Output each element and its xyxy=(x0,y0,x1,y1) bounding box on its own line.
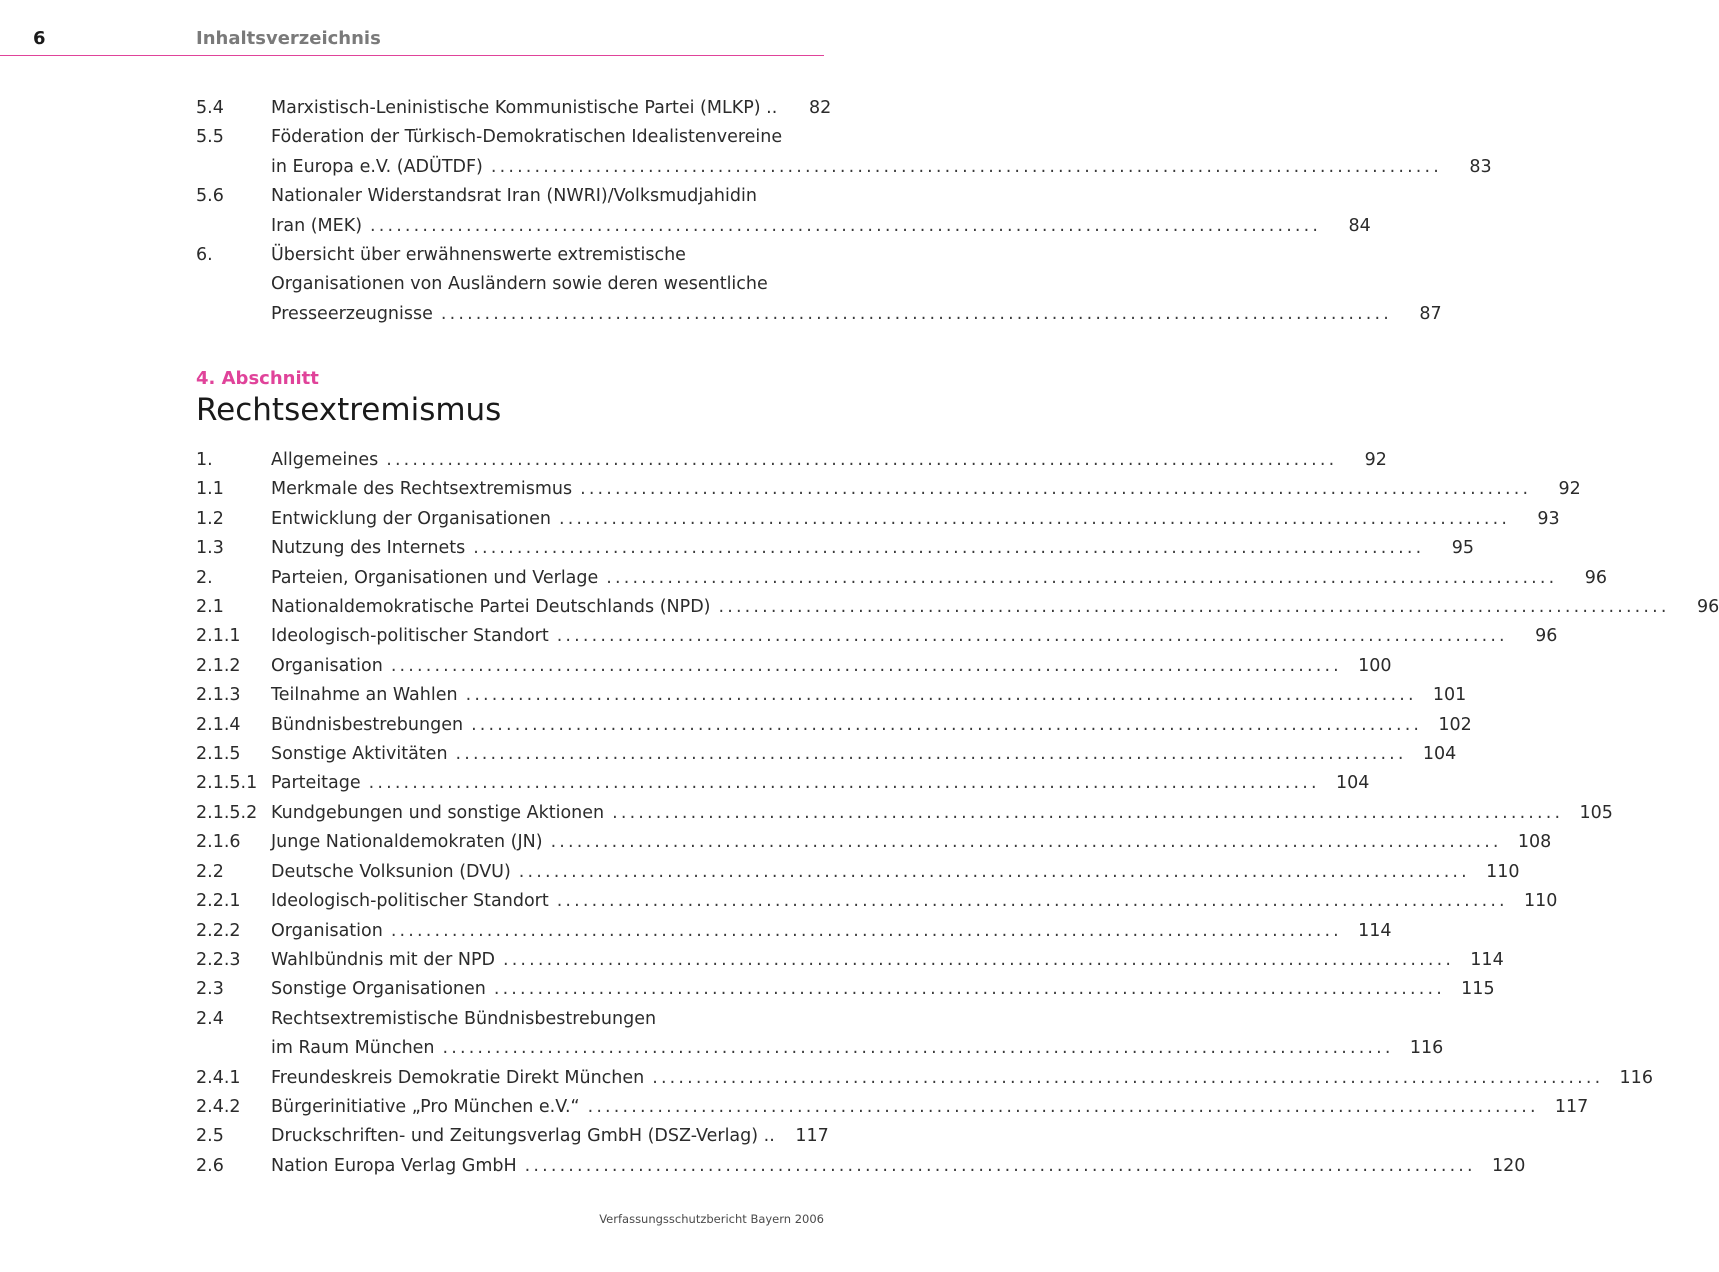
toc-entry-page: 110 xyxy=(1486,861,1520,882)
toc-entry-number: 2.6 xyxy=(196,1155,224,1176)
toc-entry-page: 105 xyxy=(1579,802,1613,823)
toc-entry-line xyxy=(196,858,1520,887)
toc-entry-page: 84 xyxy=(1348,215,1371,236)
dot-leader xyxy=(433,300,1388,329)
dot-leader xyxy=(361,769,1316,798)
toc-entry-number: 2.3 xyxy=(196,979,224,1000)
toc-entry-line xyxy=(196,270,824,299)
toc-entry-title: Allgemeines xyxy=(271,450,379,470)
toc-entry-number: 2.1.3 xyxy=(196,685,241,706)
toc-entry-line xyxy=(196,1152,1526,1181)
toc-entry-line xyxy=(196,505,1560,534)
dot-leader xyxy=(448,740,1403,769)
toc-entry-number: 2.2.1 xyxy=(196,891,241,912)
toc-entry-title: Marxistisch-Leninistische Kommunistische Partei (MLKP) .. xyxy=(271,98,778,118)
toc-entry-number: 1.2 xyxy=(196,508,224,529)
toc-entry-title: Sonstige Organisationen xyxy=(271,979,486,1000)
dot-leader xyxy=(435,1034,1390,1063)
toc-entry-line xyxy=(196,975,1495,1004)
toc-entry-line xyxy=(196,241,824,270)
toc-entry-line xyxy=(196,300,1442,329)
toc-entry-line xyxy=(196,1064,1653,1093)
dot-leader xyxy=(549,622,1504,651)
toc-entry-line xyxy=(196,94,832,123)
dot-leader xyxy=(378,446,1333,475)
toc-entry-page: 96 xyxy=(1535,626,1558,647)
dot-leader xyxy=(517,1152,1472,1181)
toc-entry-line xyxy=(196,446,1387,475)
toc-entry-number: 2.4.2 xyxy=(196,1096,241,1117)
toc-entry-line xyxy=(196,564,1607,593)
toc-list-main xyxy=(196,446,1719,1181)
toc-entry-title: Junge Nationaldemokraten (JN) xyxy=(271,832,543,853)
toc-entry-line xyxy=(196,622,1558,651)
toc-entry-number: 2.5 xyxy=(196,1126,224,1147)
dot-leader xyxy=(572,475,1527,504)
section-title: Rechtsextremismus xyxy=(196,392,502,428)
toc-entry-number: 2.1.6 xyxy=(196,832,241,853)
toc-entry-page: 82 xyxy=(809,98,832,118)
toc-entry-page: 96 xyxy=(1696,597,1719,618)
dot-leader xyxy=(511,858,1466,887)
toc-entry-line xyxy=(196,1034,1444,1063)
toc-entry-title: Nutzung des Internets xyxy=(271,538,466,559)
toc-entry-title: Parteien, Organisationen und Verlage xyxy=(271,567,599,588)
toc-entry-title: Teilnahme an Wahlen xyxy=(271,685,458,706)
toc-entry-number: 2.1.1 xyxy=(196,626,241,647)
toc-entry-title: Nation Europa Verlag GmbH xyxy=(271,1155,517,1176)
toc-entry-page: 104 xyxy=(1422,744,1457,765)
toc-entry-line xyxy=(196,182,824,211)
toc-entry-page: 114 xyxy=(1470,949,1504,970)
toc-entry-page: 87 xyxy=(1419,303,1442,324)
footer-text: Verfassungsschutzbericht Bayern 2006 xyxy=(599,1212,824,1226)
toc-entry-page: 117 xyxy=(795,1126,829,1147)
toc-entry-title: Kundgebungen und sonstige Aktionen xyxy=(271,802,605,823)
toc-entry-number: 2.1.2 xyxy=(196,655,241,676)
toc-entry-title: Rechtsextremistische Bündnisbestrebungen xyxy=(271,1008,657,1029)
toc-entry-title: Entwicklung der Organisationen xyxy=(271,508,551,529)
toc-entry-page: 117 xyxy=(1554,1096,1589,1117)
toc-entry-title: Bürgerinitiative „Pro München e.V.“ xyxy=(271,1096,580,1117)
toc-entry-title: Nationaler Widerstandsrat Iran (NWRI)/Volksmudjahidin xyxy=(271,186,757,207)
toc-entry-number: 1.3 xyxy=(196,538,224,559)
page-number: 6 xyxy=(33,28,46,49)
toc-entry-line xyxy=(196,212,1371,241)
toc-entry-line xyxy=(196,1005,824,1034)
toc-entry-title: Freundeskreis Demokratie Direkt München xyxy=(271,1067,645,1088)
toc-entry-number: 2. xyxy=(196,567,213,588)
header-divider xyxy=(0,55,824,56)
toc-entry-page: 92 xyxy=(1558,479,1581,500)
header-title: Inhaltsverzeichnis xyxy=(196,28,381,49)
toc-entry-title: Wahlbündnis mit der NPD xyxy=(271,949,495,970)
toc-entry-line xyxy=(196,534,1474,563)
dot-leader xyxy=(551,505,1506,534)
toc-entry-page: 120 xyxy=(1491,1155,1526,1176)
toc-list-top xyxy=(196,94,1492,329)
toc-entry-number: 2.1 xyxy=(196,597,224,618)
toc-entry-line xyxy=(196,652,1392,681)
toc-entry-line xyxy=(196,593,1719,622)
toc-entry-title: Deutsche Volksunion (DVU) xyxy=(271,861,511,882)
toc-entry-page: 100 xyxy=(1358,655,1392,676)
toc-entry-title: Parteitage xyxy=(271,773,361,794)
toc-entry-title: Organisation xyxy=(271,920,383,941)
toc-entry-page: 96 xyxy=(1584,567,1607,588)
dot-leader xyxy=(580,1093,1535,1122)
toc-entry-line xyxy=(196,1122,829,1151)
toc-entry-page: 114 xyxy=(1358,920,1392,941)
toc-entry-number: 2.1.4 xyxy=(196,714,241,735)
toc-entry-page: 93 xyxy=(1537,508,1560,529)
dot-leader xyxy=(486,975,1441,1004)
toc-entry-line xyxy=(196,769,1370,798)
toc-entry-title: Übersicht über erwähnenswerte extremistische xyxy=(271,245,686,266)
toc-entry-title: Iran (MEK) xyxy=(271,215,363,236)
toc-entry-number: 5.6 xyxy=(196,186,224,207)
dot-leader xyxy=(362,212,1317,241)
toc-entry-page: 115 xyxy=(1461,979,1495,1000)
toc-entry-title: Ideologisch-politischer Standort xyxy=(271,626,549,647)
toc-entry-line xyxy=(196,153,1492,182)
section-label: 4. Abschnitt xyxy=(196,368,319,389)
toc-entry-number: 2.1.5.1 xyxy=(196,773,258,794)
toc-entry-line xyxy=(196,123,824,152)
toc-entry-title: Organisation xyxy=(271,655,383,676)
dot-leader xyxy=(549,887,1504,916)
dot-leader xyxy=(383,652,1338,681)
dot-leader xyxy=(495,946,1450,975)
toc-entry-line xyxy=(196,1093,1589,1122)
toc-entry-title: Merkmale des Rechtsextremismus xyxy=(271,479,573,500)
toc-entry-page: 95 xyxy=(1451,538,1474,559)
dot-leader xyxy=(465,534,1420,563)
dot-leader xyxy=(483,153,1438,182)
toc-entry-page: 116 xyxy=(1619,1067,1653,1088)
toc-entry-page: 92 xyxy=(1364,450,1387,470)
toc-entry-page: 108 xyxy=(1517,832,1552,853)
toc-entry-title: Föderation der Türkisch-Demokratischen Idealistenvereine xyxy=(271,127,783,148)
toc-entry-line xyxy=(196,711,1472,740)
dot-leader xyxy=(458,681,1413,710)
toc-entry-page: 101 xyxy=(1432,685,1467,706)
toc-entry-line xyxy=(196,740,1457,769)
toc-entry-page: 83 xyxy=(1469,156,1492,177)
dot-leader xyxy=(543,828,1498,857)
toc-entry-page: 110 xyxy=(1524,891,1558,912)
toc-entry-number: 2.2.2 xyxy=(196,920,241,941)
dot-leader xyxy=(598,564,1553,593)
toc-entry-line xyxy=(196,828,1552,857)
toc-entry-number: 2.2 xyxy=(196,861,224,882)
toc-entry-page: 102 xyxy=(1438,714,1472,735)
toc-entry-number: 5.4 xyxy=(196,98,224,118)
toc-entry-line xyxy=(196,475,1581,504)
toc-entry-line xyxy=(196,799,1613,828)
toc-entry-title: Nationaldemokratische Partei Deutschlands (NPD) xyxy=(271,597,711,618)
toc-entry-title: Organisationen von Ausländern sowie deren wesentliche xyxy=(271,274,768,295)
toc-entry-line xyxy=(196,917,1392,946)
toc-entry-page: 116 xyxy=(1409,1038,1444,1059)
toc-entry-line xyxy=(196,887,1558,916)
dot-leader xyxy=(383,917,1338,946)
dot-leader xyxy=(463,711,1418,740)
toc-entry-title: Bündnisbestrebungen xyxy=(271,714,464,735)
toc-entry-number: 5.5 xyxy=(196,127,224,148)
toc-entry-title: Presseerzeugnisse xyxy=(271,303,433,324)
toc-entry-title: in Europa e.V. (ADÜTDF) xyxy=(271,156,483,177)
toc-entry-title: Sonstige Aktivitäten xyxy=(271,744,448,765)
toc-entry-title: Druckschriften- und Zeitungsverlag GmbH (DSZ-Verlag) .. xyxy=(271,1126,775,1147)
toc-entry-number: 6. xyxy=(196,245,213,266)
toc-entry-number: 2.4.1 xyxy=(196,1067,241,1088)
toc-entry-number: 2.1.5 xyxy=(196,744,241,765)
toc-entry-number: 1. xyxy=(196,450,213,470)
dot-leader xyxy=(711,593,1666,622)
toc-entry-number: 2.2.3 xyxy=(196,949,241,970)
toc-entry-title: Ideologisch-politischer Standort xyxy=(271,891,549,912)
dot-leader xyxy=(644,1064,1599,1093)
dot-leader xyxy=(604,799,1559,828)
toc-entry-title: im Raum München xyxy=(271,1038,435,1059)
toc-entry-number: 2.1.5.2 xyxy=(196,802,258,823)
toc-entry-line xyxy=(196,681,1467,710)
toc-entry-page: 104 xyxy=(1335,773,1370,794)
toc-entry-number: 2.4 xyxy=(196,1008,224,1029)
toc-entry-number: 1.1 xyxy=(196,479,224,500)
toc-entry-line xyxy=(196,946,1504,975)
